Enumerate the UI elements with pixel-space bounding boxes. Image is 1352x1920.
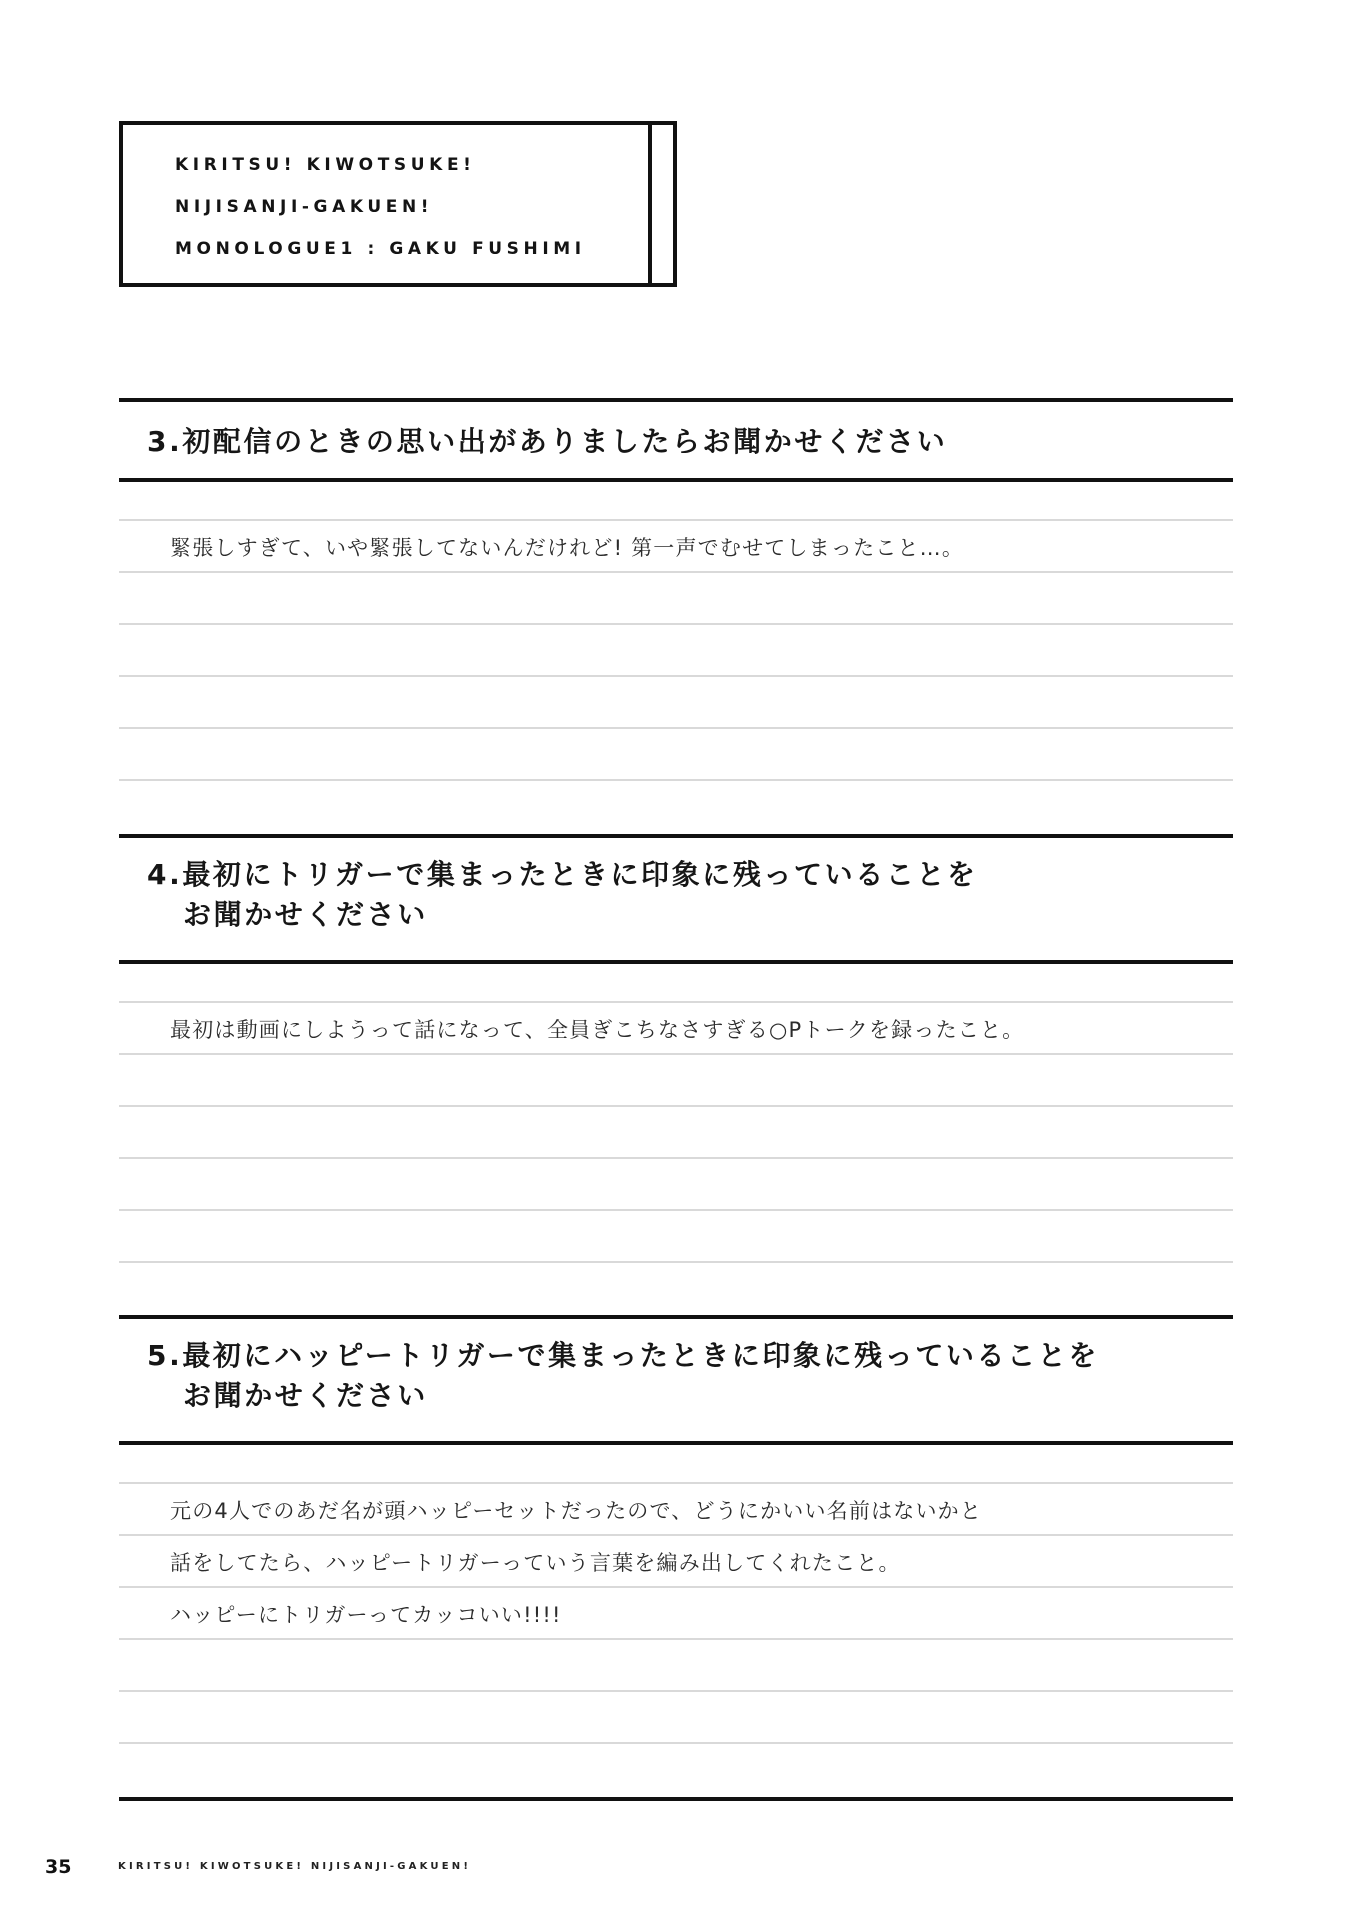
ruled-line — [119, 623, 1233, 625]
question-heading — [147, 1336, 1099, 1416]
answer-line-2: 話をしてたら、ハッピートリガーっていう言葉を編み出してくれたこと。 — [170, 1551, 901, 1575]
ruled-line — [119, 1482, 1233, 1484]
answer-line-3: ハッピーにトリガーってカッコいい!!!! — [170, 1603, 562, 1627]
answer-line-1: 元の4人でのあだ名が頭ハッピーセットだったので、どうにかいい名前はないかと — [170, 1499, 983, 1523]
ruled-line — [119, 1534, 1233, 1536]
section-bottom-rule — [119, 960, 1233, 964]
ruled-line — [119, 571, 1233, 573]
ruled-line — [119, 779, 1233, 781]
ruled-line — [119, 1586, 1233, 1588]
title-line-3: MONOLOGUE1 : GAKU FUSHIMI — [175, 239, 586, 259]
ruled-line — [119, 1105, 1233, 1107]
section-top-rule — [119, 398, 1233, 402]
ruled-line — [119, 1157, 1233, 1159]
title-box — [119, 121, 677, 287]
answer-line-1: 緊張しすぎて、いや緊張してないんだけれど! 第一声でむせてしまったこと…。 — [170, 536, 965, 560]
question-line-2: お聞かせください — [183, 898, 428, 931]
ruled-line — [119, 1742, 1233, 1744]
ruled-line — [119, 727, 1233, 729]
question-line-1: 4.最初にトリガーで集まったときに印象に残っていることを — [147, 858, 978, 891]
question-line-1: 3.初配信のときの思い出がありましたらお聞かせください — [147, 425, 948, 458]
ruled-line — [119, 1053, 1233, 1055]
ruled-line — [119, 519, 1233, 521]
section-top-rule — [119, 834, 1233, 838]
question-line-1: 5.最初にハッピートリガーで集まったときに印象に残っていることを — [147, 1339, 1099, 1372]
page-number: 35 — [45, 1856, 72, 1878]
ruled-line — [119, 1261, 1233, 1263]
ruled-line — [119, 1209, 1233, 1211]
answer-line-1: 最初は動画にしようって話になって、全員ぎこちなさすぎる○Pトークを録ったこと。 — [170, 1018, 1025, 1042]
ruled-line — [119, 1001, 1233, 1003]
title-line-1: KIRITSU! KIWOTSUKE! — [175, 155, 476, 175]
question-heading — [147, 855, 978, 935]
running-footer-title: KIRITSU! KIWOTSUKE! NIJISANJI-GAKUEN! — [118, 1861, 472, 1872]
closing-rule — [119, 1797, 1233, 1801]
ruled-line — [119, 1638, 1233, 1640]
ruled-line — [119, 1690, 1233, 1692]
section-top-rule — [119, 1315, 1233, 1319]
title-line-2: NIJISANJI-GAKUEN! — [175, 197, 434, 217]
ruled-line — [119, 675, 1233, 677]
title-box-divider — [648, 125, 652, 283]
question-line-2: お聞かせください — [183, 1379, 428, 1412]
section-bottom-rule — [119, 1441, 1233, 1445]
question-heading — [147, 422, 947, 462]
section-bottom-rule — [119, 478, 1233, 482]
